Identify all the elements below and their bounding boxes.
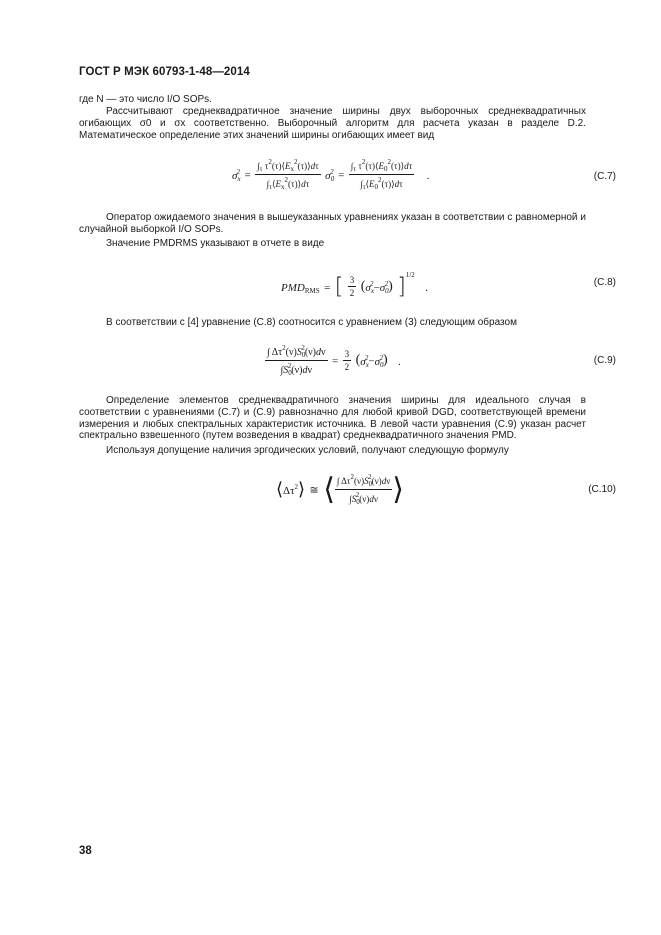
paragraph-expectation-operator: Оператор ожидаемого значения в вышеуказанных уравнениях указан в соответствии с равномерной и случайной выборкой I/O SOPs. [79, 212, 586, 235]
page-number: 38 [79, 845, 92, 857]
equation-c9 [79, 340, 616, 382]
document-header: ГОСТ Р МЭК 60793-1-48—2014 [79, 66, 250, 78]
paragraph-ergodic: Используя допущение наличия эргодических условий, получают следующую формулу [106, 445, 509, 456]
equation-c9-body: $\frac{\int \Delta\tau^2(\nu)S_0^2(\nu)d\nu}{\int S_0^2(\nu)d\nu}$ = $\frac{3}{2}$ $(\sigma_x^2-\sigma_0^2)$ . [267, 344, 401, 377]
equation-c8 [79, 265, 616, 301]
paragraph-where-n: где N — это число I/O SOPs. [79, 94, 212, 105]
equation-c7-body: $\sigma_x^2$ = $\frac{\int_\tau \tau^2(\tau)⟨E_x^2(\tau)⟩d\tau}{\int_\tau⟨E_x^2(\tau)⟩d\tau}$ $\sigma_0^2$ = $\frac{\int_\tau \tau^2(\tau)⟨E_0^2(\tau)⟩d\tau}{\int_\tau⟨E_0^2(\tau)⟩d\tau}$ . [232, 158, 430, 191]
paragraph-relation-c8-eq3: В соответствии с [4] уравнение (С.8) соотносится с уравнением (3) следующим образом [106, 317, 517, 328]
paragraph-rms-width: Рассчитывают среднеквадратичное значение ширины двух выборочных среднеквадратичных огибающих σ0 и σx соответственно. Выборочный алгоритм для расчета указан в разделе D.2. Математическое определение этих значений ширины огибающих имеет вид [79, 106, 586, 141]
paragraph-ideal-case: Определение элементов среднеквадратичного значения ширины для идеального случая в соответствии с уравнениями (С.7) и (С.9) равнозначно для любой кривой DGD, соответствующей времени измерения и любых спектральных характеристик источника. В левой части уравнения (С.9) указан расчет спектрально взвешенного (путем возведения в квадрат) среднеквадратичного значения PMD. [79, 395, 586, 442]
equation-number-c8: (C.8) [593, 277, 616, 288]
equation-c10-body: $⟨\Delta\tau^2⟩$ ≅ ⟨ $\frac{\int \Delta\tau^2(\nu)S_0^2(\nu)d\nu}{\int S_0^2(\nu)d\nu}$ ⟩ [276, 472, 404, 507]
equation-number-c10: (C.10) [588, 484, 616, 495]
paragraph-pmd-rms: Значение PMDRMS указывают в отчете в виде [106, 238, 325, 249]
equation-number-c9: (C.9) [593, 355, 616, 366]
equation-c7 [79, 152, 616, 198]
equation-c10 [79, 468, 616, 514]
equation-c8-body: $PMD_{RMS}$ = [ $\frac{3}{2}$ $(\sigma_x^2-\sigma_0^2)$ ]$^{1/2}$ . [281, 271, 428, 300]
equation-number-c7: (C.7) [593, 171, 616, 182]
